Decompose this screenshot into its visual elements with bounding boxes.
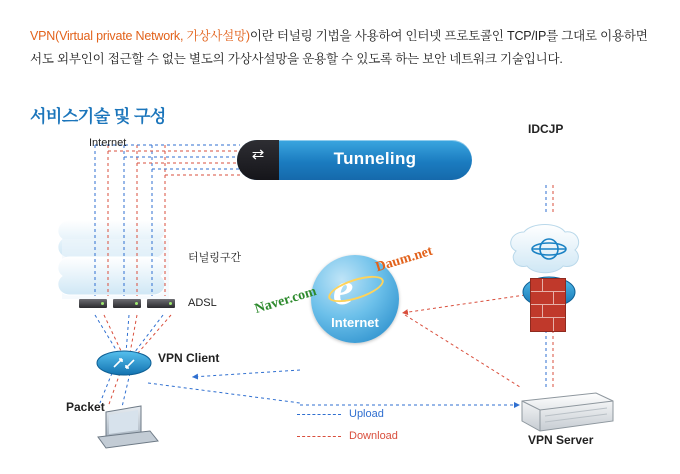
- internet-globe-label: Internet: [331, 315, 379, 330]
- adsl-rack: [79, 299, 107, 308]
- vpn-client-label: VPN Client: [158, 351, 220, 365]
- packet-label: Packet: [66, 400, 105, 414]
- tunnel-zone-label: 터널링구간: [188, 252, 242, 264]
- section-title: 서비스기술 및 구성: [30, 107, 166, 127]
- legend-download-label: Download: [349, 430, 398, 442]
- legend-download-dash: [297, 436, 341, 437]
- two-way-arrows-icon: ⇄: [251, 146, 265, 163]
- legend-upload-dash: [297, 414, 341, 415]
- adsl-label: ADSL: [188, 297, 217, 309]
- internet-label: Internet: [89, 137, 127, 149]
- vpn-term-highlight: VPN(Virtual private Network, 가상사설망): [30, 28, 250, 43]
- legend-upload-label: Upload: [349, 408, 384, 420]
- tunneling-arrows-badge: [237, 140, 279, 180]
- tunneling-label: Tunneling: [333, 149, 417, 168]
- laptop-icon: [98, 406, 158, 448]
- vpn-client-switch-icon: [97, 351, 151, 375]
- intro-body-text: 이란 터널링 기법을 사용하여 인터넷 프로토콜인 TCP/IP를 그대로 이용하면서도 외부인이 접근할 수 없는 별도의 가상사설망을 운용할 수 있도록 하는 보안 네트워크 기술입니다.: [30, 28, 648, 66]
- idcjp-label: IDCJP: [528, 122, 564, 136]
- adsl-rack: [113, 299, 141, 308]
- idc-cloud-icon: [511, 225, 579, 273]
- ie-e-glyph: e: [333, 263, 353, 315]
- naver-label: Naver.com: [253, 284, 319, 317]
- vpn-server-label: VPN Server: [528, 433, 594, 447]
- adsl-rack: [147, 299, 175, 308]
- network-diagram: [0, 115, 680, 474]
- tunneling-bar: [237, 140, 472, 180]
- daum-label: Daum.net: [373, 243, 435, 276]
- intro-paragraph: [30, 25, 655, 71]
- vpn-server-icon: [522, 393, 613, 431]
- firewall-icon: [530, 278, 566, 332]
